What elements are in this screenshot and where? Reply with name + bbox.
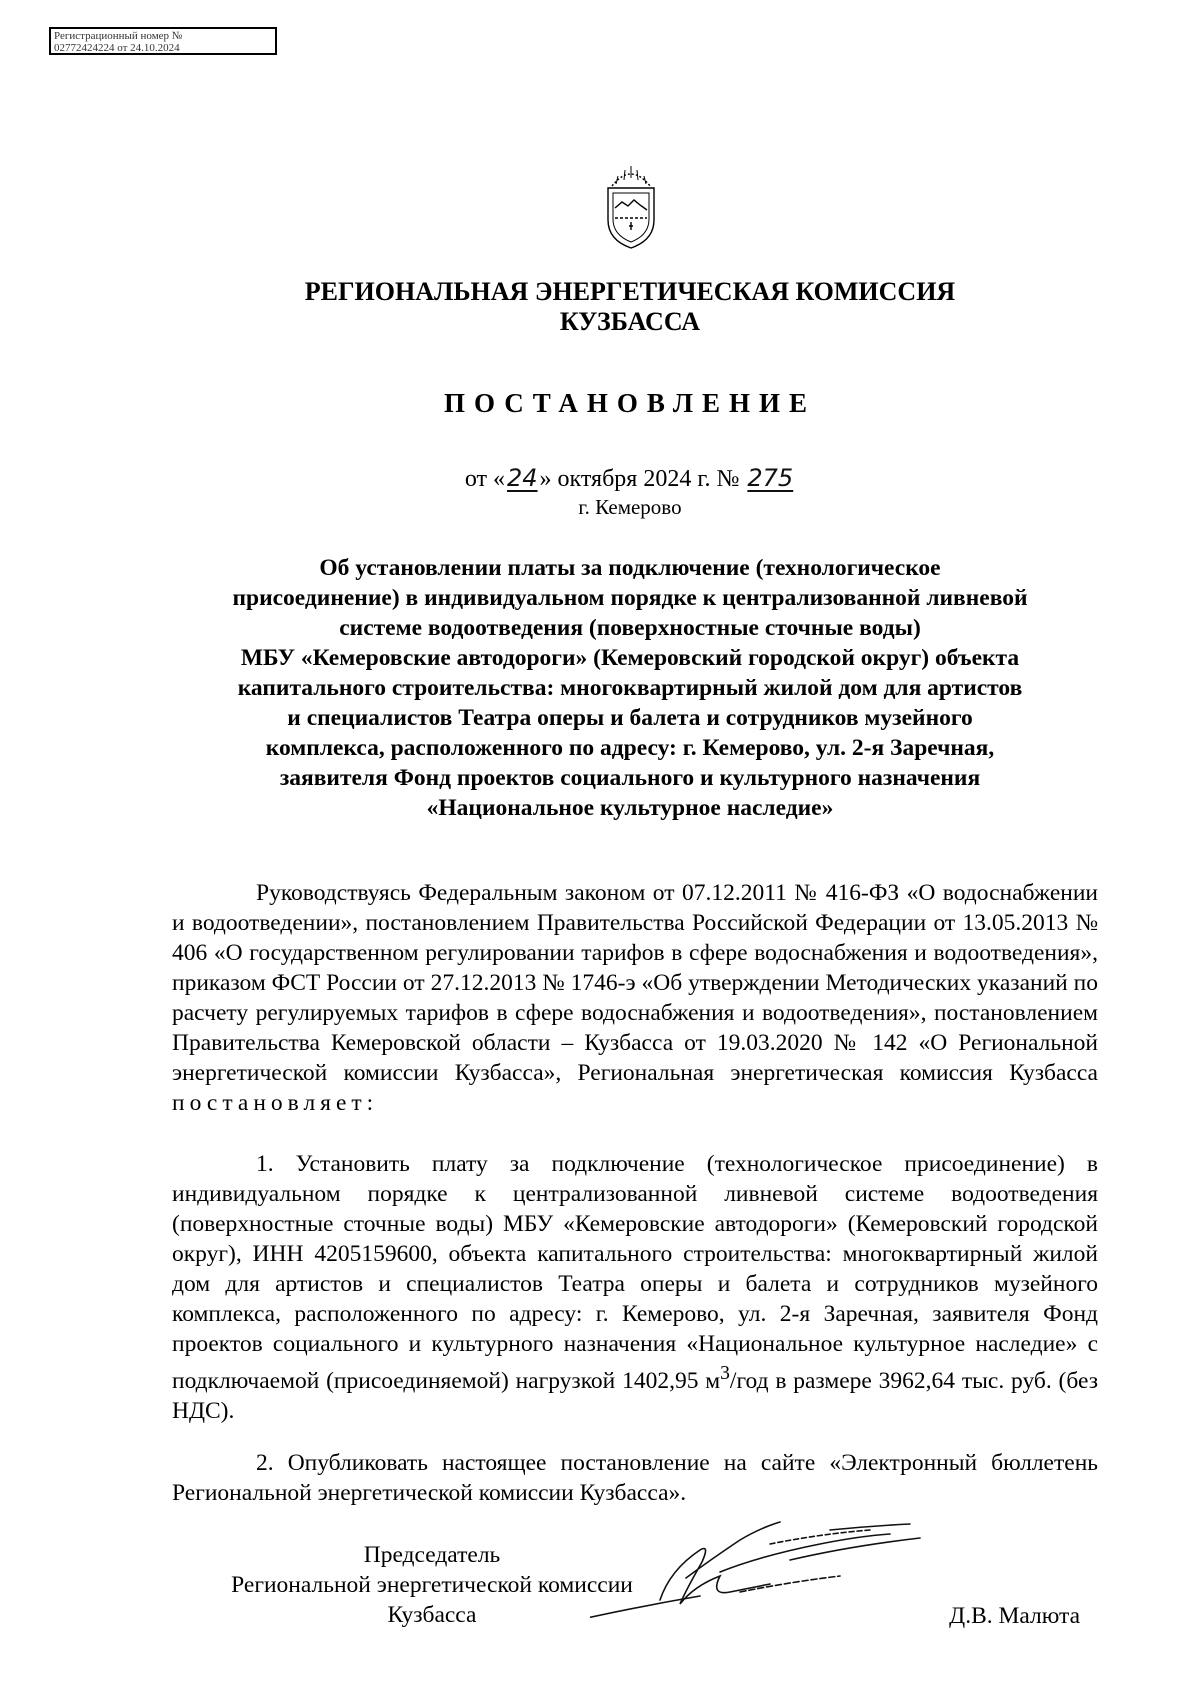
subject-line: присоединение) в индивидуальном порядке к централизованной ливневой	[232, 585, 1028, 611]
subject-line: заявителя Фонд проектов социального и культурного назначения	[279, 765, 981, 791]
document-type-heading: ПОСТАНОВЛЕНИЕ	[443, 388, 817, 418]
subject-line: МБУ «Кемеровские автодороги» (Кемеровский городской округ) объекта	[240, 645, 1020, 671]
date-middle: » октября 2024 г. №	[539, 466, 746, 492]
subject-line: «Национальное культурное наследие»	[426, 795, 834, 821]
coat-of-arms-icon	[598, 158, 664, 252]
resolves-word: постановляет:	[172, 1090, 379, 1116]
registration-stamp-number: 02772424224 от 24.10.2024	[54, 42, 180, 54]
document-date-number	[200, 464, 1060, 493]
clause-2-paragraph: 2. Опубликовать настоящее постановление на сайте «Электронный бюллетень Региональной энергетической комиссии Кузбасса».	[172, 1450, 1098, 1506]
registration-stamp-label: Регистрационный номер №	[54, 30, 183, 42]
date-prefix: от «	[464, 466, 505, 492]
signatory-title-line1: Председатель	[363, 1542, 501, 1568]
document-subject	[170, 553, 1090, 823]
subject-line: капитального строительства: многоквартирный жилой дом для артистов	[237, 675, 1023, 701]
preamble-paragraph	[172, 878, 1098, 1118]
clause-1-paragraph	[172, 1149, 1098, 1426]
organization-title	[200, 277, 1060, 337]
document-city: г. Кемерово	[578, 495, 682, 519]
handwritten-day: 24	[506, 464, 538, 492]
organization-name-line2: КУЗБАССА	[559, 307, 701, 336]
signatory-title-line3: Кузбасса	[387, 1602, 477, 1628]
registration-stamp	[49, 27, 277, 55]
organization-name-line1: РЕГИОНАЛЬНАЯ ЭНЕРГЕТИЧЕСКАЯ КОМИССИЯ	[304, 277, 956, 306]
signatory-title-line2: Региональной энергетической комиссии	[231, 1572, 633, 1598]
subject-line: системе водоотведения (поверхностные сточные воды)	[339, 615, 921, 641]
subject-line: комплекса, расположенного по адресу: г. Кемерово, ул. 2-я Заречная,	[265, 735, 995, 761]
cubic-superscript: 3	[720, 1363, 730, 1384]
subject-line: и специалистов Театра оперы и балета и сотрудников музейного	[287, 705, 973, 731]
clause-1-text-end: /год в размере 3962,64 тыс. руб. (без НДС).	[172, 1367, 1099, 1424]
handwritten-document-number: 275	[747, 464, 794, 492]
subject-line: Об установлении платы за подключение (технологическое	[319, 555, 941, 581]
preamble-text: Руководствуясь Федеральным законом от 07.12.2011 № 416-ФЗ «О водоснабжении и водоотведении», постановлением Правительства Российской Федерации от 13.05.2013 № 406 «О государственном регулировании тарифов в сфере водоснабжения и водоотведения», приказом ФСТ России от 27.12.2013 № 1746-э «Об утверждении Методических указаний по расчету регулируемых тарифов в сфере водоснабжения и водоотведения», постановлением Правительства Кемеровской области – Кузбасса от 19.03.2020 № 142 «О Региональной энергетической комиссии Кузбасса», Региональная энергетическая комиссия Кузбасса	[172, 880, 1098, 1086]
signer-name: Д.В. Малюта	[949, 1603, 1080, 1629]
clause-1-text: 1. Установить плату за подключение (технологическое присоединение) в индивидуальном порядке к централизованной ливневой системе водоотведения (поверхностные сточные воды) МБУ «Кемеровские автодороги» (Кемеровский городской округ), ИНН 4205159600, объекта капитального строительства: многоквартирный жилой дом для артистов и специалистов Театра оперы и балета и сотрудников музейного комплекса, расположенного по адресу: г. Кемерово, ул. 2-я Заречная, заявителя Фонд проектов социального и культурного назначения «Национальное культурное наследие» с подключаемой (присоединяемой) нагрузкой 1402,95 м	[172, 1151, 1098, 1394]
